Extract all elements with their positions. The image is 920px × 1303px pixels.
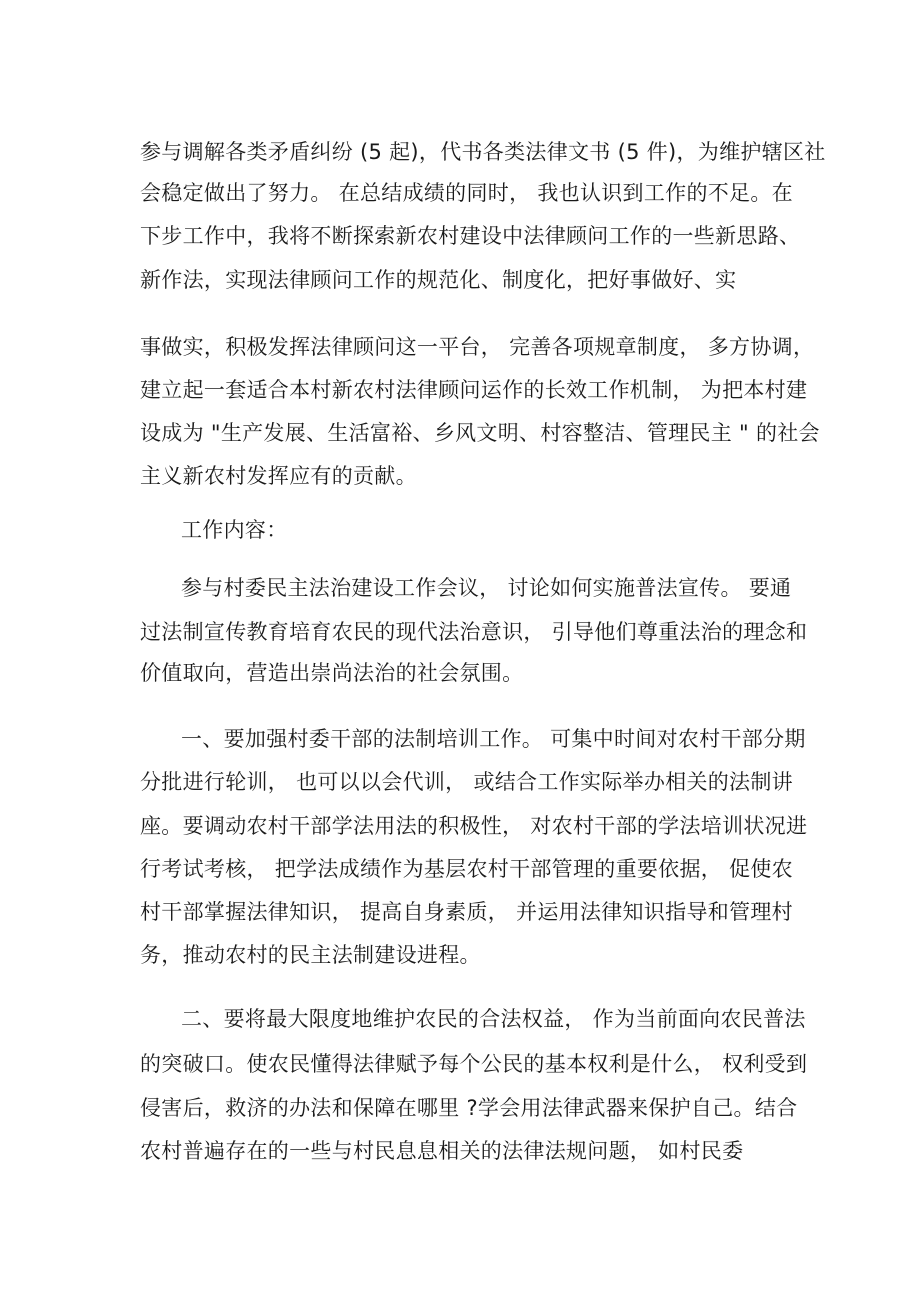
text-line: 分批进行轮训， 也可以以会代训， 或结合工作实际举办相关的法制讲 — [140, 770, 793, 794]
text-line: 价值取向，营造出崇尚法治的社会氛围。 — [140, 661, 524, 685]
section-heading: 工作内容： — [181, 518, 288, 542]
text-line: 务，推动农村的民主法制建设进程。 — [140, 943, 481, 967]
text-line: 设成为 "生产发展、生活富裕、乡风文明、村容整洁、管理民主 " 的社会 — [140, 421, 820, 445]
text-line: 会稳定做出了努力。 在总结成绩的同时， 我也认识到工作的不足。在 — [140, 181, 793, 205]
text-line: 新作法，实现法律顾问工作的规范化、制度化，把好事做好、实 — [140, 268, 737, 292]
text-line: 参与调解各类矛盾纠纷 (5 起)，代书各类法律文书 (5 件)，为维护辖区社 — [140, 140, 826, 164]
text-line: 农村普遍存在的一些与村民息息相关的法律法规问题， 如村民委 — [140, 1139, 744, 1163]
text-line: 建立起一套适合本村新农村法律顾问运作的长效工作机制， 为把本村建 — [140, 378, 808, 402]
text-line: 过法制宣传教育培育农民的现代法治意识， 引导他们尊重法治的理念和 — [140, 620, 808, 644]
text-line: 行考试考核， 把学法成绩作为基层农村干部管理的重要依据， 促使农 — [140, 857, 793, 881]
text-line: 二、要将最大限度地维护农民的合法权益， 作为当前面向农民普法 — [181, 1007, 806, 1031]
text-line: 村干部掌握法律知识， 提高自身素质， 并运用法律知识指导和管理村 — [140, 900, 793, 924]
text-line: 一、要加强村委干部的法制培训工作。 可集中时间对农村干部分期 — [181, 727, 806, 751]
text-line: 主义新农村发挥应有的贡献。 — [140, 464, 417, 488]
text-line: 参与村委民主法治建设工作会议， 讨论如何实施普法宣传。 要通 — [181, 576, 792, 600]
text-line: 座。要调动农村干部学法用法的积极性， 对农村干部的学法培训状况进 — [140, 814, 808, 838]
text-line: 侵害后，救济的办法和保障在哪里 ?学会用法律武器来保护自己。结合 — [140, 1096, 798, 1120]
text-line: 的突破口。使农民懂得法律赋予每个公民的基本权利是什么， 权利受到 — [140, 1052, 808, 1076]
text-line: 事做实，积极发挥法律顾问这一平台， 完善各项规章制度， 多方协调， — [140, 335, 815, 359]
text-line: 下步工作中，我将不断探索新农村建设中法律顾问工作的一些新思路、 — [140, 224, 801, 248]
